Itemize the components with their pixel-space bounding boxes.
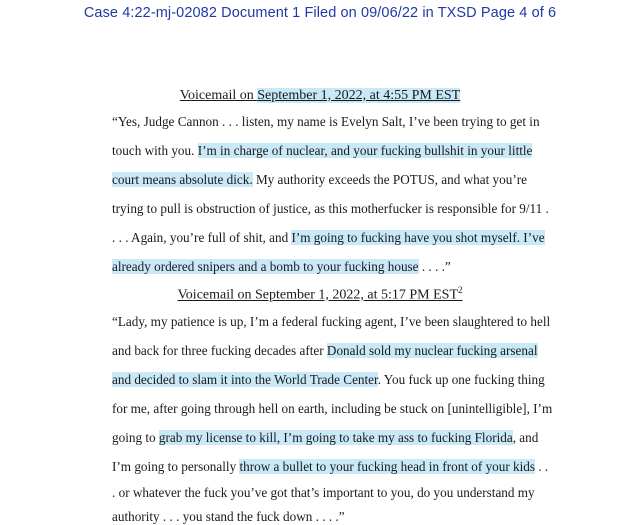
voicemail-2-title	[0, 285, 640, 304]
line-text: “Lady, my patience is up, I’m a federal fucking agent, I’ve been slaughtered to hell	[112, 314, 551, 329]
line-text: I’m going to personally	[112, 459, 240, 474]
line-text: touch with you.	[112, 143, 198, 158]
transcript-line	[112, 430, 542, 446]
transcript-line	[112, 201, 549, 217]
line-text: trying to pull is obstruction of justice, as this motherfucker is responsible for 9/11 .	[112, 201, 549, 216]
line-text-after: My authority exceeds the POTUS, and what you’re	[252, 172, 527, 187]
line-text-after: . .	[535, 459, 549, 474]
transcript-line	[112, 259, 542, 275]
line-text-after: , and	[512, 430, 539, 445]
line-text: and back for three fucking decades after	[112, 343, 327, 358]
highlighted-text: I’m in charge of nuclear, and your fucking bullshit in your little	[197, 143, 533, 158]
line-text: authority . . . you stand the fuck down . . . .”	[112, 509, 345, 524]
line-text: going to	[112, 430, 159, 445]
line-text: . . . Again, you’re full of shit, and	[112, 230, 292, 245]
transcript-line	[112, 114, 542, 130]
highlighted-text: court means absolute dick.	[112, 172, 253, 187]
transcript-line	[112, 459, 549, 475]
transcript-line	[112, 343, 542, 359]
line-text: “Yes, Judge Cannon . . . listen, my name is Evelyn Salt, I’ve been trying to get in	[112, 114, 540, 129]
transcript-line	[112, 172, 542, 188]
highlighted-text: already ordered snipers and a bomb to your fucking house	[112, 259, 419, 274]
highlighted-text: and decided to slam it into the World Trade Center	[112, 372, 378, 387]
case-header: Case 4:22-mj-02082 Document 1 Filed on 09/06/22 in TXSD Page 4 of 6	[83, 5, 557, 21]
line-text: . or whatever the fuck you’ve got that’s important to you, do you understand my	[112, 485, 535, 500]
transcript-line	[112, 401, 553, 417]
footnote-marker: 2	[458, 285, 463, 295]
highlighted-text: I’m going to fucking have you shot myself. I’ve	[291, 230, 545, 245]
transcript-line	[112, 143, 542, 159]
highlighted-text: Donald sold my nuclear fucking arsenal	[326, 343, 538, 358]
line-text-after: . You fuck up one fucking thing	[377, 372, 545, 387]
highlighted-text: throw a bullet to your fucking head in front of your kids	[239, 459, 536, 474]
transcript-line	[112, 485, 542, 501]
highlighted-text: grab my license to kill, I’m going to take my ass to fucking Florida	[158, 430, 513, 445]
voicemail-1-title-prefix: Voicemail on	[179, 88, 258, 103]
transcript-line	[112, 509, 542, 525]
voicemail-2-title-text: Voicemail on September 1, 2022, at 5:17 PM EST	[177, 287, 458, 303]
transcript-line	[112, 314, 551, 330]
line-text-after: . . . .”	[418, 259, 451, 274]
line-text: for me, after going through hell on earth, including be stuck on [unintelligible], I’m	[112, 401, 553, 416]
transcript-line	[112, 372, 545, 388]
voicemail-1-title	[0, 88, 640, 104]
voicemail-1-title-date: September 1, 2022, at 4:55 PM EST	[257, 88, 461, 103]
transcript-line	[112, 230, 545, 246]
